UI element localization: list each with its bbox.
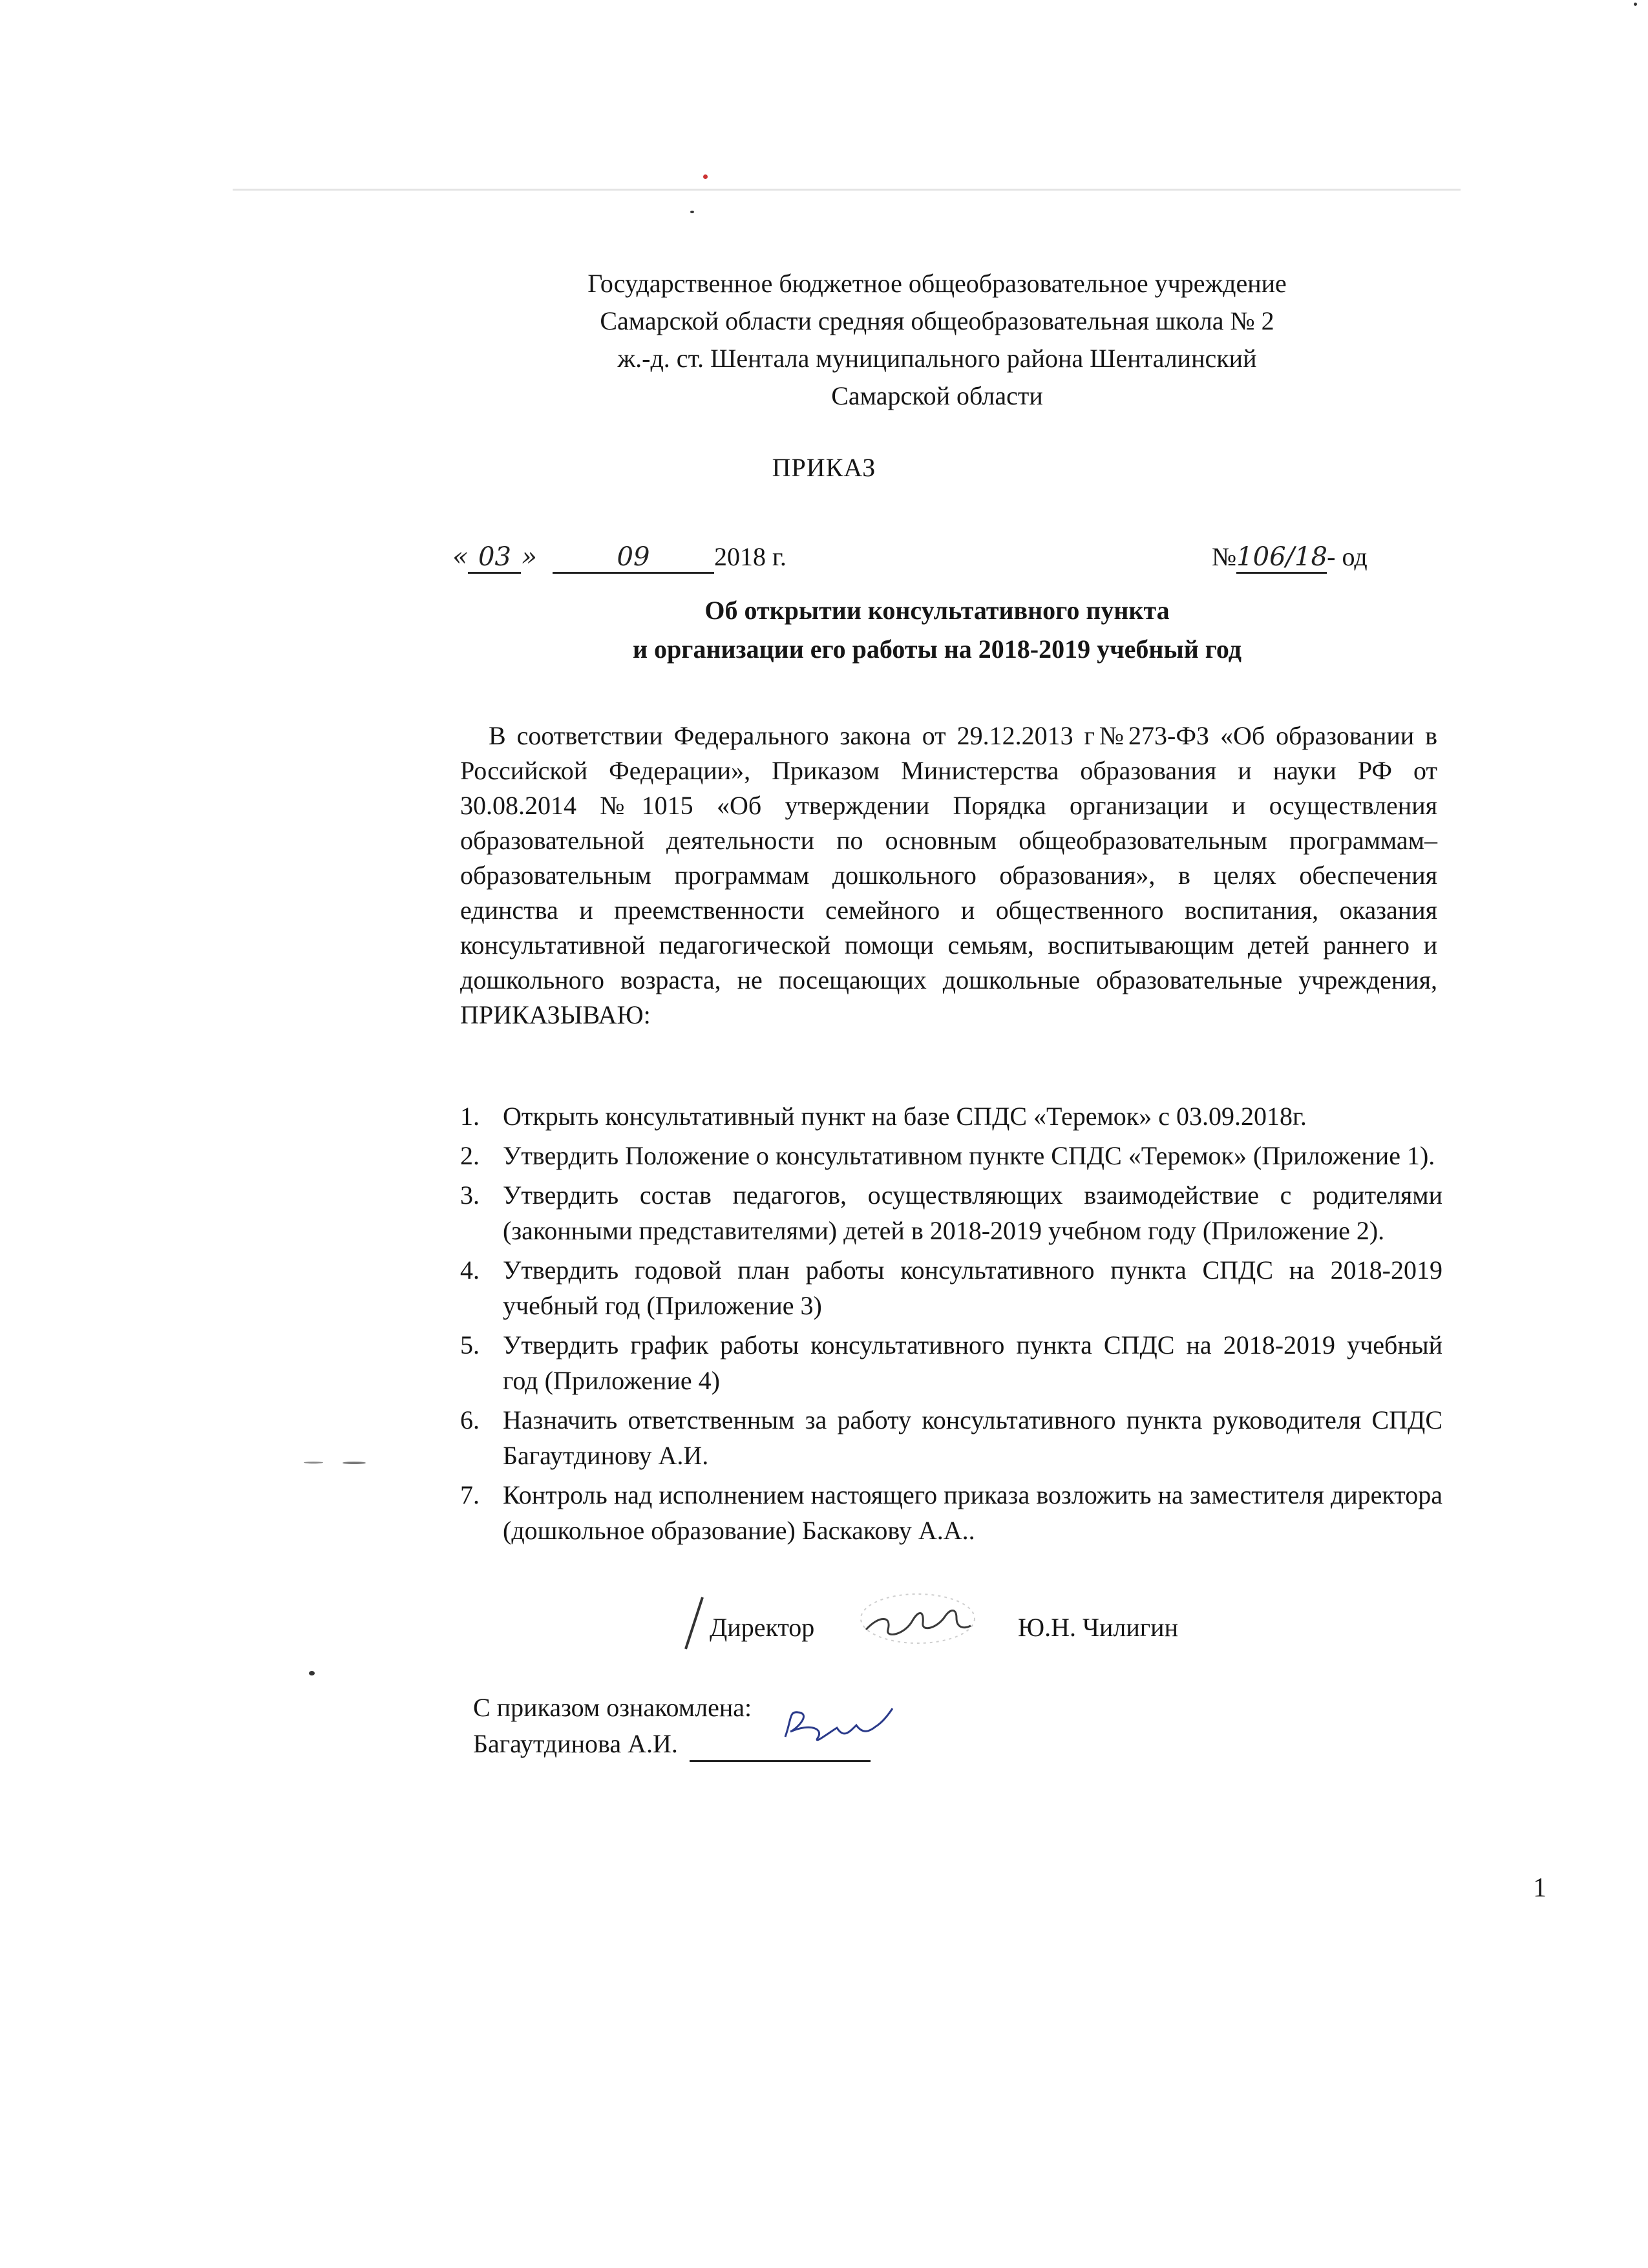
date-month: 09 xyxy=(553,542,714,574)
header-line: Самарской области средняя общеобразовательная школа № 2 xyxy=(600,306,1274,335)
scan-edge-line xyxy=(233,189,1461,191)
scan-speck xyxy=(309,1671,315,1675)
signer-role: Директор xyxy=(710,1613,815,1642)
order-date: « 03 » 09 2018 г. xyxy=(452,541,787,574)
institution-header xyxy=(491,265,1383,415)
scan-speck xyxy=(304,1462,323,1464)
date-year: 2018 г. xyxy=(713,542,787,571)
preamble-paragraph: В соответствии Федерального закона от 29.12.2013 г№273-ФЗ «Об образовании в Российской Федерации», Приказом Министерства образования и науки РФ от 30.08.2014 №1015 «Об утверждении Порядка организации и осуществления образовательной деятельности по основным общеобразовательным программам–образовательным программам дошкольного образования», в целях обеспечения единства и преемственности семейного и общественного воспитания, оказания консультативной педагогической помощи семьям, воспитывающим детей раннего и дошкольного возраста, не посещающих дошкольные образовательные учреждения, ПРИКАЗЫВАЮ: xyxy=(460,721,1437,1029)
list-item: 4. Утвердить годовой план работы консультативного пункта СПДС на 2018-2019 учебный год (Приложение 3) xyxy=(460,1255,1442,1320)
scan-speck xyxy=(690,211,694,213)
order-number-value: 106/18 xyxy=(1236,542,1327,574)
document-title: ПРИКАЗ xyxy=(772,453,876,482)
order-items-list xyxy=(460,1098,1442,1552)
page-number: 1 xyxy=(1533,1873,1547,1903)
acknowledgement-label: С приказом ознакомлена: xyxy=(473,1693,752,1722)
date-day: 03 xyxy=(468,542,521,574)
signer-name: Ю.Н. Чилигин xyxy=(1018,1613,1178,1642)
list-item: 7. Контроль над исполнением настоящего приказа возложить на заместителя директора (дошкольное образование) Баскакову А.А.. xyxy=(460,1480,1442,1545)
signature-slash-mark xyxy=(684,1597,704,1649)
list-item: 3. Утвердить состав педагогов, осуществляющих взаимодействие с родителями (законными представителями) детей в 2018-2019 учебном году (Приложение 2). xyxy=(460,1181,1442,1245)
list-item: 1. Открыть консультативный пункт на базе СПДС «Теремок» с 03.09.2018г. xyxy=(460,1102,1307,1131)
scan-speck xyxy=(1634,3,1637,6)
acknowledgement-signature xyxy=(772,1699,908,1751)
scan-speck xyxy=(343,1462,366,1464)
order-number: №106/18- од xyxy=(1212,541,1368,574)
scan-speck xyxy=(703,174,708,179)
header-line: Государственное бюджетное общеобразовательное учреждение xyxy=(587,269,1287,298)
list-item: 5. Утвердить график работы консультативного пункта СПДС на 2018-2019 учебный год (Приложение 4) xyxy=(460,1330,1442,1395)
list-item: 2. Утвердить Положение о консультативном пункте СПДС «Теремок» (Приложение 1). xyxy=(460,1141,1435,1170)
acknowledgement-name: Багаутдинова А.И. xyxy=(473,1729,678,1758)
list-item: 6. Назначить ответственным за работу консультативного пункта руководителя СПДС Багаутдинову А.И. xyxy=(460,1405,1442,1470)
header-line: Самарской области xyxy=(831,381,1043,410)
director-signature xyxy=(860,1590,976,1648)
header-line: ж.-д. ст. Шентала муниципального района Шенталинский xyxy=(617,344,1257,373)
order-subject: Об открытии консультативного пункта и организации его работы на 2018-2019 учебный год xyxy=(632,596,1241,664)
